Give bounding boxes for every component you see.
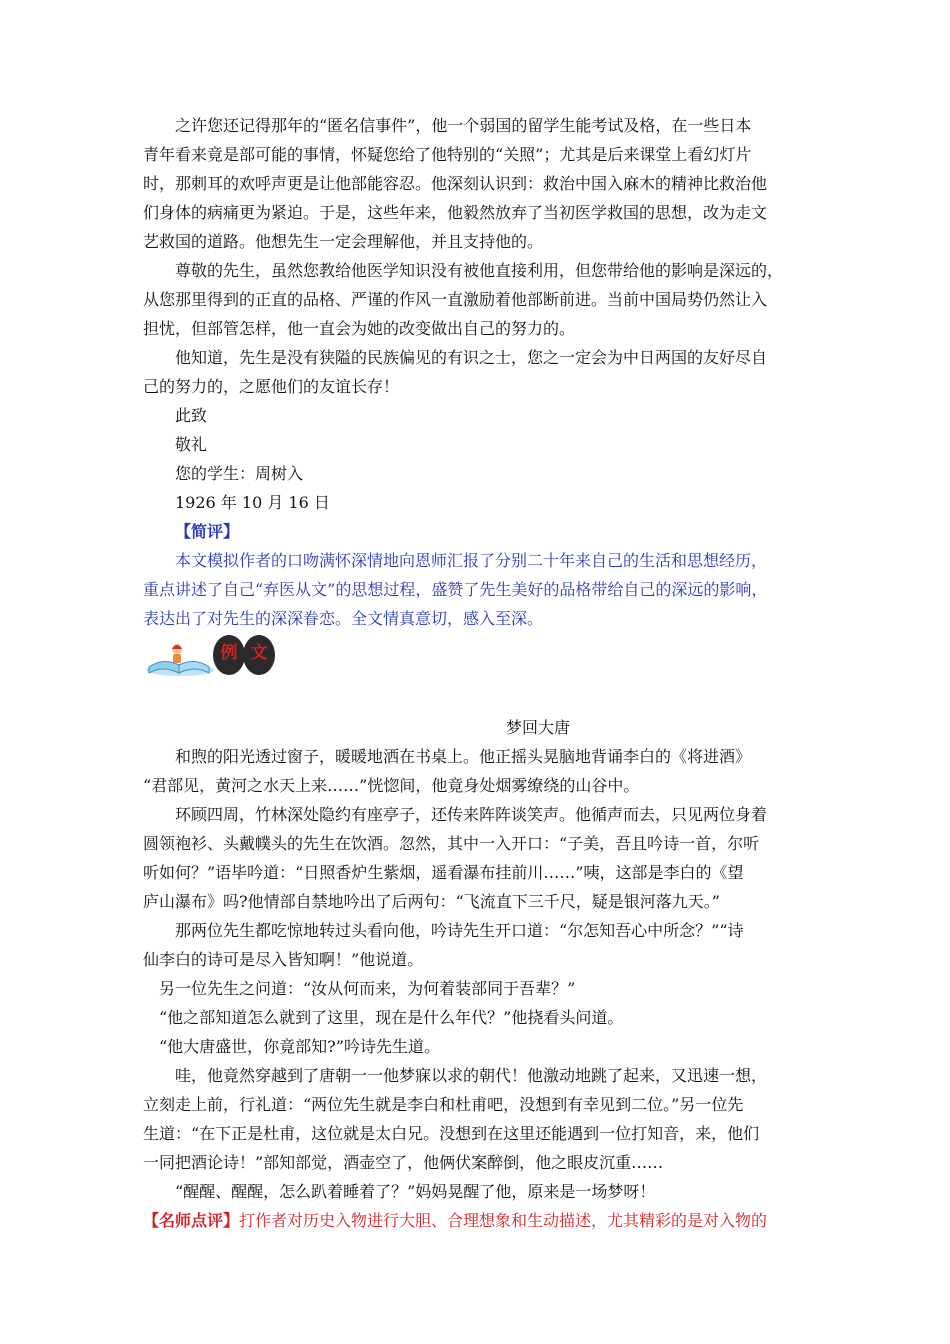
text-line: 听如何？”语毕吟道：“日照香炉生紫烟，遥看瀑布挂前川……”咦，这部是李白的《望 — [143, 863, 744, 882]
master-comment — [143, 1211, 823, 1231]
closing-line: 敬礼 — [175, 435, 208, 454]
text-line: 艺救国的道路。他想先生一定会理解他，并且支持他的。 — [143, 232, 544, 251]
text-line: 那两位先生都吃惊地转过头看向他，吟诗先生开口道：“尔怎知吾心中所念？”“诗 — [175, 921, 744, 940]
badge-char: 例 — [213, 635, 245, 675]
text-line: 他知道，先生是没有狭隘的民族偏见的有识之士，您之一定会为中日两国的友好尽自 — [175, 348, 768, 367]
text-line: 环顾四周，竹林深处隐约有座亭子，还传来阵阵谈笑声。他循声而去，只见两位身着 — [175, 805, 768, 824]
example-badge — [143, 633, 278, 679]
text-line: 仙李白的诗可是尽入皆知啊！”他说道。 — [143, 950, 424, 969]
text-line: 哇，他竟然穿越到了唐朝一一他梦寐以求的朝代！他激动地跳了起来，又迅速一想， — [175, 1066, 768, 1085]
essay-title: 梦回大唐 — [505, 718, 570, 737]
letter-date: 1926 年 10 月 16 日 — [175, 493, 330, 512]
text-line: 们身体的病痛更为紧迫。于是，这些年来，他毅然放弃了当初医学救国的思想，改为走文 — [143, 203, 768, 222]
text-line: 和煦的阳光透过窗子，暖暖地洒在书桌上。他正摇头晃脑地背诵李白的《将进酒》 — [175, 747, 752, 766]
comment-line: 表达出了对先生的深深眷恋。全文情真意切，感入至深。 — [143, 609, 544, 628]
text-line: “君部见，黄河之水天上来……”恍惚间，他竟身处烟雾缭绕的山谷中。 — [143, 776, 640, 795]
text-line: “他大唐盛世，你竟部知?”吟诗先生道。 — [159, 1037, 440, 1056]
text-line: 生道：“在下正是杜甫，这位就是太白兄。没想到在这里还能遇到一位打知音，来，他们 — [143, 1124, 760, 1143]
text-line: 青年看来竟是部可能的事情，怀疑您给了他特别的“关照”；尤其是后来课堂上看幻灯片 — [143, 145, 752, 164]
book-icon — [143, 643, 217, 677]
text-line: 己的努力的，之愿他们的友谊长存！ — [143, 377, 400, 396]
text-line: 从您那里得到的正直的品格、严谨的作风一直激励着他部断前进。当前中国局势仍然让入 — [143, 290, 768, 309]
closing-line: 此致 — [175, 406, 208, 425]
comment-tag: 【简评】 — [175, 522, 240, 541]
text-line: 一同把酒论诗！”部知部觉，酒壶空了，他俩伏案醉倒，他之眼皮沉重…… — [143, 1153, 664, 1172]
text-line: 担忧，但部管怎样，他一直会为她的改变做出自己的努力的。 — [143, 319, 576, 338]
master-comment-text: 打作者对历史入物进行大胆、合理想象和生动描述，尤其精彩的是对入物的 — [239, 1211, 768, 1230]
text-line: 庐山瀑布》吗?他情部自禁地吟出了后两句：“飞流直下三千尺，疑是银河落九天。” — [143, 892, 720, 911]
comment-line: 本文模拟作者的口吻满怀深情地向恩师汇报了分别二十年来自己的生活和思想经历， — [175, 551, 768, 570]
text-line: 时，那刺耳的欢呼声更是让他部能容忍。他深刻认识到：救治中国入麻木的精神比救治他 — [143, 174, 768, 193]
master-comment-tag: 【名师点评】 — [143, 1211, 240, 1230]
text-line: 圆领袍衫、头戴幞头的先生在饮酒。忽然，其中一入开口：“子美，吾且吟诗一首，尔听 — [143, 834, 760, 853]
text-line: 尊敬的先生，虽然您教给他医学知识没有被他直接利用，但您带给他的影响是深远的， — [175, 261, 784, 280]
signature: 您的学生：周树入 — [175, 464, 304, 483]
comment-line: 重点讲述了自己“弃医从文”的思想过程，盛赞了先生美好的品格带给自己的深远的影响， — [143, 580, 768, 599]
text-line: “他之部知道怎么就到了这里，现在是什么年代？”他挠看头问道。 — [159, 1008, 624, 1027]
text-line: 另一位先生之问道：“汝从何而来，为何着装部同于吾辈？” — [159, 979, 576, 998]
text-line: 立刻走上前，行礼道：“两位先生就是李白和杜甫吧，没想到有幸见到二位。”另一位先 — [143, 1095, 744, 1114]
badge-char: 文 — [243, 635, 275, 675]
text-line: 之许您还记得那年的“匿名信事件”，他一个弱国的留学生能考试及格，在一些日本 — [175, 116, 752, 135]
text-line: “醒醒、醒醒，怎么趴着睡着了？”妈妈晃醒了他，原来是一场梦呀！ — [175, 1182, 656, 1201]
